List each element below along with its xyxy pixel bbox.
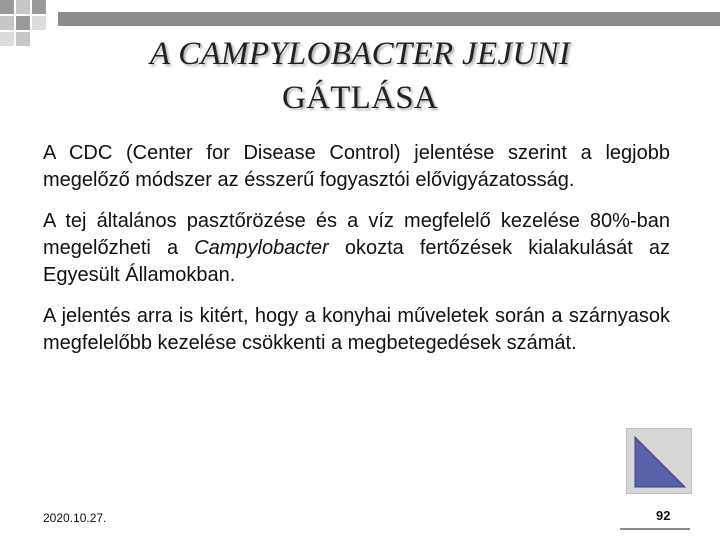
deco-square bbox=[0, 0, 14, 14]
deco-square bbox=[0, 32, 14, 46]
deco-square bbox=[16, 0, 30, 14]
slide-body bbox=[43, 140, 670, 371]
deco-square bbox=[16, 32, 30, 46]
next-slide-button[interactable] bbox=[626, 428, 692, 494]
page-number: 92 bbox=[656, 508, 671, 523]
deco-square bbox=[16, 16, 30, 30]
footer-line bbox=[620, 528, 690, 530]
paragraph: A CDC (Center for Disease Control) jelentése szerint a legjobb megelőző módszer az ésszerű fogyasztói elővigyázatosság. bbox=[43, 142, 670, 191]
next-slide-triangle-icon bbox=[627, 429, 691, 493]
slide-title-line1: A CAMPYLOBACTER JEJUNI bbox=[149, 36, 571, 72]
paragraph-text: okozta fertőzések kialakulását az Egyesült Államokban. bbox=[43, 237, 671, 286]
paragraph-text: A tej általános pasztőrözése és a víz megfelelő kezelése 80%-ban megelőzheti a bbox=[43, 210, 670, 259]
deco-square bbox=[32, 0, 46, 14]
paragraph bbox=[43, 208, 670, 289]
slide-title-line2: GÁTLÁSA bbox=[281, 80, 439, 116]
paragraph: A jelentés arra is kitért, hogy a konyhai műveletek során a szárnyasok megfelelőbb kezelése csökkenti a megbetegedések számát. bbox=[43, 305, 670, 354]
deco-square bbox=[0, 16, 14, 30]
slide-title bbox=[40, 32, 680, 120]
slide-date: 2020.10.27. bbox=[43, 511, 107, 525]
deco-square bbox=[32, 16, 46, 30]
header-bar bbox=[58, 12, 720, 26]
paragraph-italic-term: Campylobacter bbox=[194, 237, 329, 259]
